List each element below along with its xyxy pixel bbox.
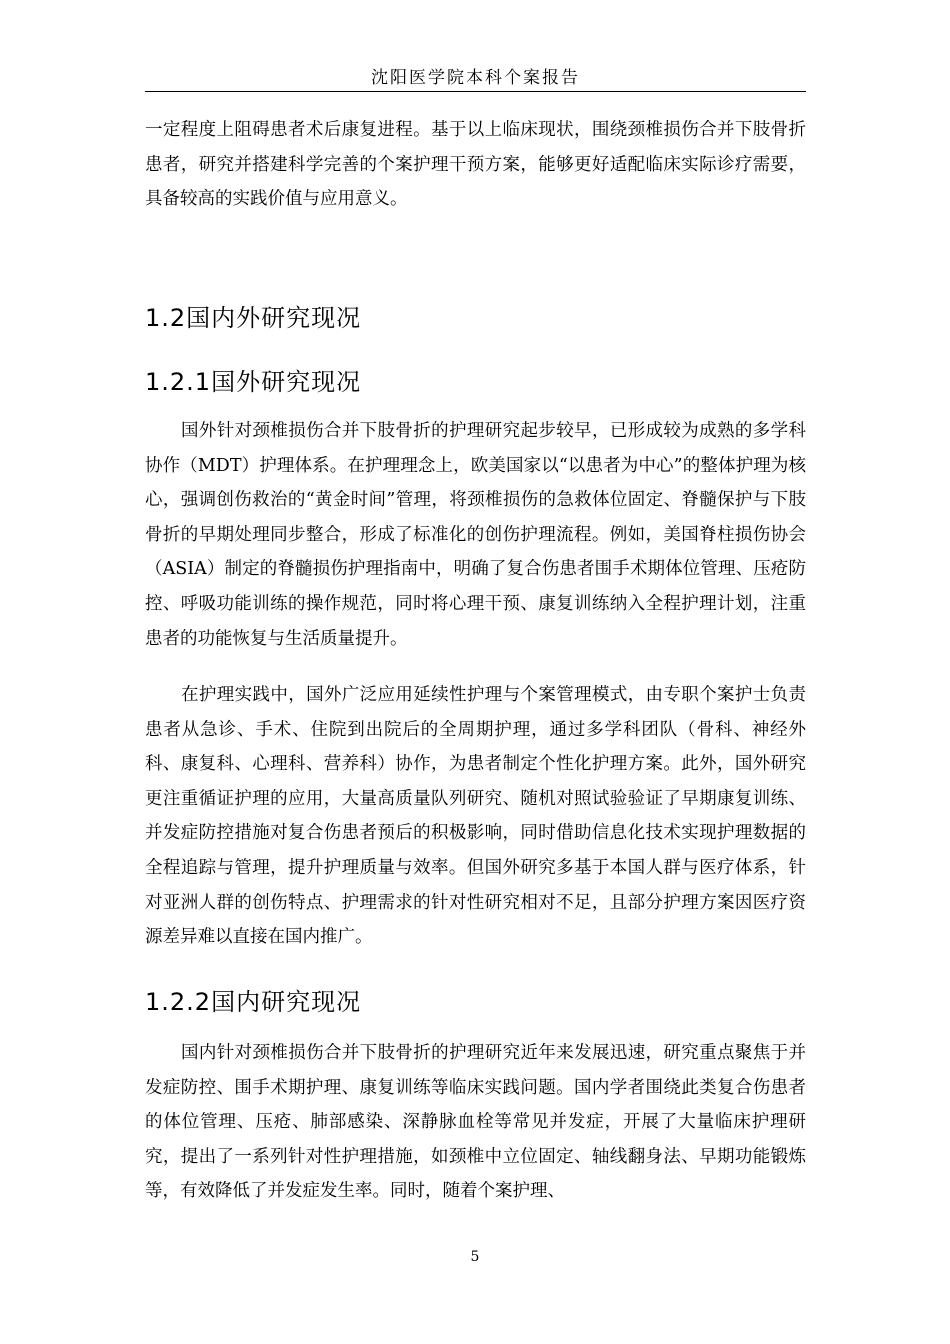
section-heading-1-2: 1.2国内外研究现况 [145,304,362,332]
intro-continuation-paragraph: 一定程度上阻碍患者术后康复进程。基于以上临床现状，围绕颈椎损伤合并下肢骨折患者，研究并搭建科学完善的个案护理干预方案，能够更好适配临床实际诊疗需要，具备较高的实践价值与应用意义。 [145,120,806,210]
section-heading-1-2-1: 1.2.1国外研究现况 [145,368,362,396]
page-header-title: 沈阳医学院本科个案报告 [371,68,580,88]
foreign-research-paragraph-1: 国外针对颈椎损伤合并下肢骨折的护理研究起步较早，已形成较为成熟的多学科协作（MDT）护理体系。在护理理念上，欧美国家以“以患者为中心”的整体护理为核心，强调创伤救治的“黄金时间”管理，将颈椎损伤的急救体位固定、脊髓保护与下肢骨折的早期处理同步整合，形成了标准化的创伤护理流程。例如，美国脊柱损伤协会（ASIA）制定的脊髓损伤护理指南中，明确了复合伤患者围手术期体位管理、压疮防控、呼吸功能训练的操作规范，同时将心理干预、康复训练纳入全程护理计划，注重患者的功能恢复与生活质量提升。 [145,421,806,649]
section-heading-1-2-2: 1.2.2国内研究现况 [145,988,362,1016]
domestic-research-paragraph-1: 国内针对颈椎损伤合并下肢骨折的护理研究近年来发展迅速，研究重点聚焦于并发症防控、围手术期护理、康复训练等临床实践问题。国内学者围绕此类复合伤患者的体位管理、压疮、肺部感染、深静脉血栓等常见并发症，开展了大量临床护理研究，提出了一系列针对性护理措施，如颈椎中立位固定、轴线翻身法、早期功能锻炼等，有效降低了并发症发生率。同时，随着个案护理、 [145,1043,806,1202]
page-number: 5 [470,1249,480,1265]
foreign-research-paragraph-2: 在护理实践中，国外广泛应用延续性护理与个案管理模式，由专职个案护士负责患者从急诊、手术、住院到出院后的全周期护理，通过多学科团队（骨科、神经外科、康复科、心理科、营养科）协作，为患者制定个性化护理方案。此外，国外研究更注重循证护理的应用，大量高质量队列研究、随机对照试验验证了早期康复训练、并发症防控措施对复合伤患者预后的积极影响，同时借助信息化技术实现护理数据的全程追踪与管理，提升护理质量与效率。但国外研究多基于本国人群与医疗体系，针对亚洲人群的创伤特点、护理需求的针对性研究相对不足，且部分护理方案因医疗资源差异难以直接在国内推广。 [145,685,806,948]
header-divider [145,91,806,92]
